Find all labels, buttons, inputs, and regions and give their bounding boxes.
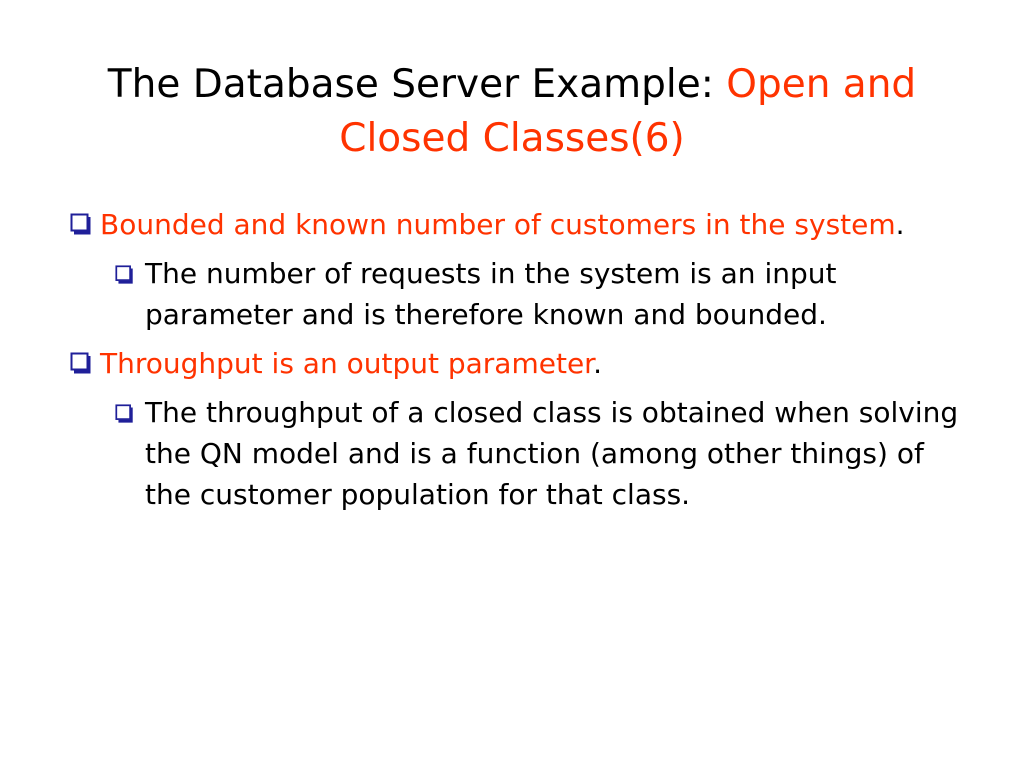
sub-bullet-item-1 <box>115 253 970 335</box>
bullet-2-text: Throughput is an output parameter <box>100 347 594 380</box>
bullet-list <box>70 204 970 523</box>
slide-title <box>40 58 984 166</box>
bullet-2-suffix: . <box>593 347 603 380</box>
bullet-1-suffix: . <box>895 208 905 241</box>
sub-bullet-item-2 <box>115 392 970 515</box>
hollow-square-bullet-icon <box>115 404 134 423</box>
sub-bullet-1-text: The number of requests in the system is an input parameter and is therefore known and bounded. <box>145 257 837 331</box>
hollow-square-bullet-icon <box>115 265 134 284</box>
hollow-square-bullet-icon <box>70 213 92 235</box>
title-black-part: The Database Server Example: <box>107 62 727 107</box>
bullet-item-1 <box>70 204 970 245</box>
bullet-item-2 <box>70 343 970 384</box>
title-red-part: Open and Closed Classes(6) <box>339 62 917 161</box>
hollow-square-bullet-icon <box>70 352 92 374</box>
bullet-1-text: Bounded and known number of customers in the system <box>100 208 896 241</box>
sub-bullet-2-text: The throughput of a closed class is obtained when solving the QN model and is a function (among other things) of the customer population for that class. <box>145 396 959 511</box>
